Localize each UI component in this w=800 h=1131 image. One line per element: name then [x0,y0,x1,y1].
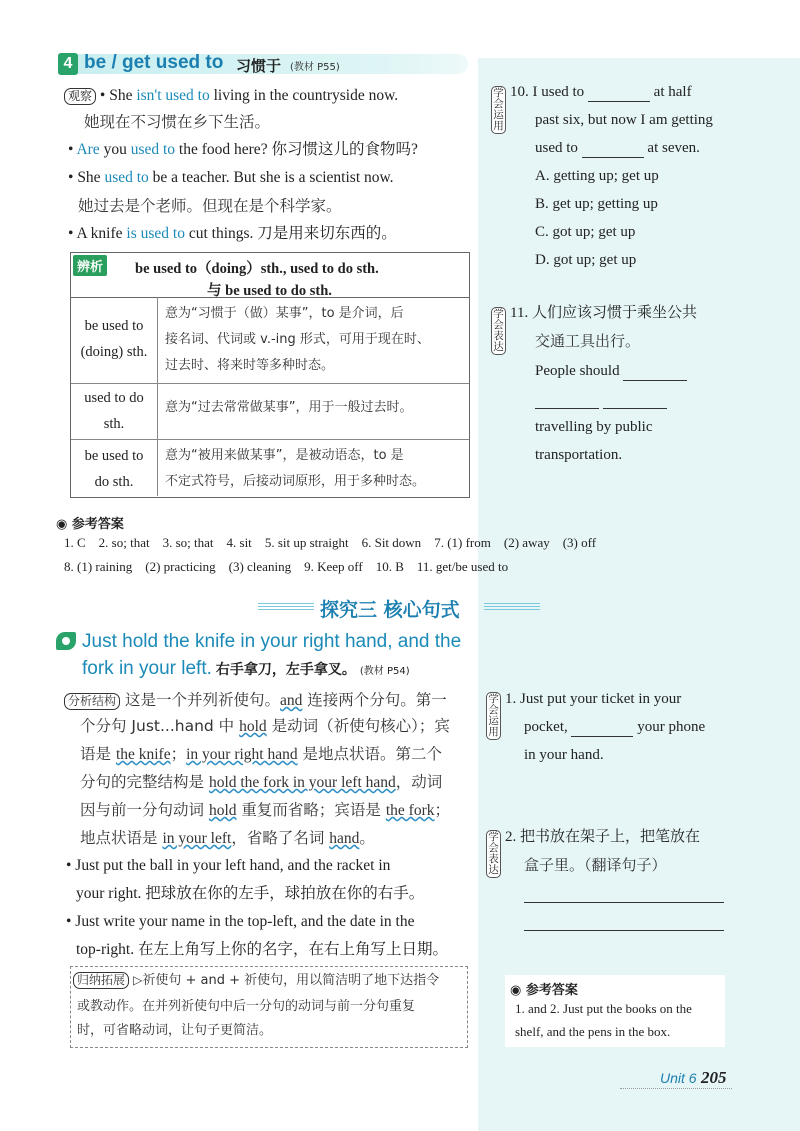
exercise-type-label: 学会运用 [486,692,501,740]
section-reference: (教材 P55) [290,62,340,73]
summary-box [70,966,468,1048]
question-1-line-2: pocket, your phone [524,719,706,735]
question-11: 11. 人们应该习惯于乘坐公共 [510,305,697,321]
core-example-1: • Just put the ball in your left hand, and the racket in [66,857,391,874]
option-a: A. getting up; get up [535,168,659,184]
table-header-line-1: be used to（doing）sth., used to do sth. [135,261,379,277]
summary-line-3: 时，可省略动词，让句子更简洁。 [77,1023,273,1038]
summary-line-1: 归纳拓展 ▷祈使句 + and + 祈使句，用以简洁明了地下达指令 [73,969,439,989]
example-3-translation: 她过去是个老师。但现在是个科学家。 [78,197,342,215]
analysis-line-5: 因与前一分句动词 hold 重复而省略；宾语是 the fork； [80,801,451,819]
question-1-line-3: in your hand. [524,747,604,763]
option-b: B. get up; getting up [535,196,658,212]
question-10: 10. I used to at half [510,84,692,100]
exercise-type-label: 学会表达 [491,307,506,355]
analysis-line-2: 个分句 Just...hand 中 hold 是动词（祈使句核心）；宾 [80,717,450,735]
unit-label: Unit 6 [660,1070,697,1086]
answer-key-line-1: 1. C 2. so; that 3. so; that 4. sit 5. sit up straight 6. Sit down 7. (1) from (2) away (3) off [64,535,597,550]
analysis-line-3: 语是 the knife；in your right hand 是地点状语。第二个 [80,745,443,763]
comparison-table [70,252,470,498]
question-10-line-2: past six, but now I am getting [535,112,713,128]
example-1: 观察 • She isn't used to living in the countryside now. [64,86,398,106]
question-11-blanks [535,389,667,409]
question-2-line-2: 盒子里。（翻译句子） [524,856,667,874]
answer-key-2-title: ◉ 参考答案 [510,983,578,998]
analysis-line-6: 地点状语是 in your left，省略了名词 hand。 [80,829,375,847]
question-11-line-6: transportation. [535,447,623,463]
core-example-2-line-2: top-right. 在左上角写上你的名字，在右上角写上日期。 [76,941,448,958]
exercise-type-label: 学会运用 [491,86,506,134]
explore-heading: 探究三 核心句式 [320,599,460,621]
table-label: 辨析 [73,255,107,276]
analysis-line-4: 分句的完整结构是 hold the fork in your left hand，动词 [80,773,443,791]
side-panel [478,58,800,1131]
table-header [71,253,469,298]
section-number: 4 [58,53,78,75]
table-row: be used to do sth. 意为“被用来做某事”，是被动语态，to 是 不定式符号，后接动词原形，用于多种时态。 [71,439,469,496]
option-d: D. got up; get up [535,252,637,268]
example-3: • She used to be a teacher. But she is a scientist now. [68,169,394,186]
summary-line-2: 或教动作。在并列祈使句中后一分句的动词与前一分句重复 [77,999,416,1014]
section-title-cn: 习惯于 [236,57,282,75]
table-header-line-2: 与 be used to do sth. [207,283,332,299]
answer-line-1 [524,902,724,903]
question-11-line-2: 交通工具出行。 [535,332,641,350]
table-row: be used to (doing) sth. 意为“习惯于（做）某事”，to 是介词，后 接名词、代词或 v.-ing 形式，可用于现在时、 过去时、将来时等多种时态。 [71,297,469,384]
example-1-translation: 她现在不习惯在乡下生活。 [84,113,271,131]
sentence-bullet-icon [56,632,76,650]
summary-label: 归纳拓展 [73,972,129,989]
core-sentence-line-1: Just hold the knife in your right hand, and the [82,631,462,652]
page-footer [660,1068,727,1088]
question-10-line-3: used to at seven. [535,140,700,156]
answer-key-2-line-1: 1. and 2. Just put the books on the [515,1001,692,1016]
exercise-type-label: 学会表达 [486,830,501,878]
question-11-line-5: travelling by public [535,419,653,435]
question-2: 2. 把书放在架子上，把笔放在 [505,829,701,845]
core-example-2: • Just write your name in the top-left, and the date in the [66,913,415,930]
observe-label: 观察 [64,88,96,105]
core-sentence-line-2: fork in your left. 右手拿刀，左手拿叉。 (教材 P54) [82,658,410,679]
example-2: • Are you used to the food here? 你习惯这儿的食物吗? [68,141,418,158]
answer-line-2 [524,930,724,931]
section-title: be / get used to [84,52,224,73]
core-example-1-line-2: your right. 把球放在你的左手，球拍放在你的右手。 [76,885,425,902]
answer-key-title: ◉ 参考答案 [56,517,124,532]
option-c: C. got up; get up [535,224,636,240]
question-1: 1. Just put your ticket in your [505,691,682,707]
analysis-label: 分析结构 [64,693,120,710]
footer-rule [620,1088,732,1089]
page-number: 205 [701,1068,727,1087]
answer-key-2-line-2: shelf, and the pens in the box. [515,1024,671,1039]
heading-stripes-left [258,603,314,611]
question-11-line-3: People should [535,361,687,381]
answer-key-line-2: 8. (1) raining (2) practicing (3) cleaning 9. Keep off 10. B 11. get/be used to [64,559,509,574]
analysis-line-1: 分析结构 这是一个并列祈使句。and 连接两个分句。第一 [64,690,447,711]
heading-stripes-right [484,603,540,611]
table-row: used to do sth. 意为“过去常常做某事”，用于一般过去时。 [71,383,469,440]
example-4: • A knife is used to cut things. 刀是用来切东西的。 [68,225,397,242]
